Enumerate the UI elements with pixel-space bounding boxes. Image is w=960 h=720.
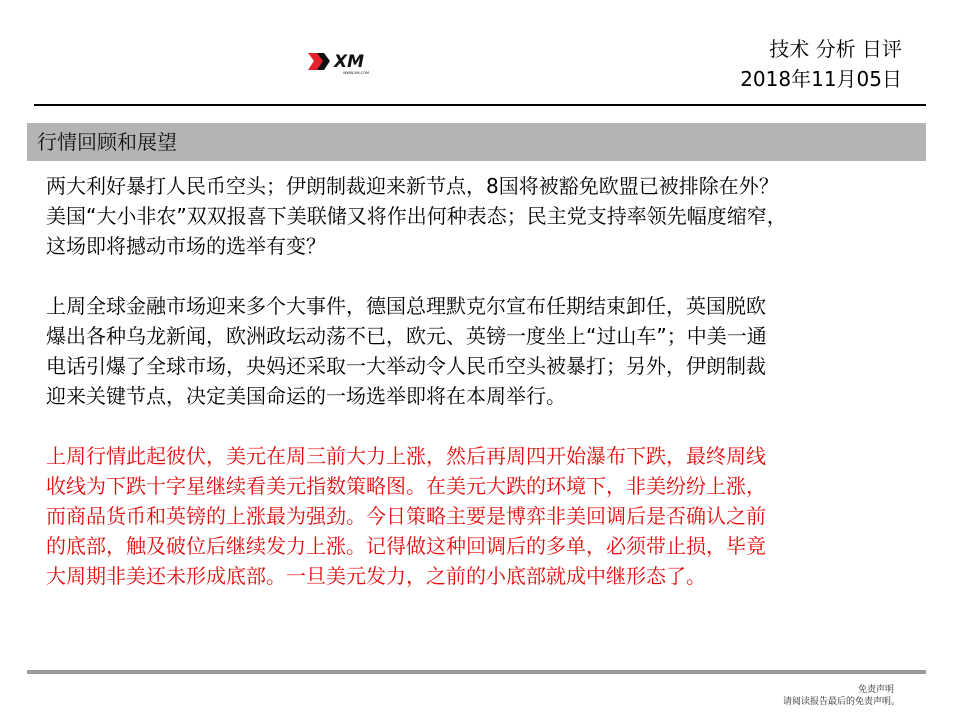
- section-title: 行情回顾和展望: [37, 130, 177, 154]
- report-header: [740, 34, 902, 94]
- paragraph-summary: 两大利好暴打人民币空头；伊朗制裁迎来新节点，8国将被豁免欧盟已被排除在外？ 美国“大小非农”双双报喜下美联储又将作出何种表态；民主党支持率领先幅度缩窄， 这场即将撼动市场的选举有变？: [46, 174, 787, 258]
- disclaimer-note: 请阅读报告最后的免责声明。: [782, 697, 900, 707]
- paragraph-events: 上周全球金融市场迎来多个大事件，德国总理默克尔宣布任期结束卸任，英国脱欧 爆出各种乌龙新闻，欧洲政坛动荡不已，欧元、英镑一度坐上“过山车”；中美一通 电话引爆了全球市场，央妈还采取一大举动令人民币空头被暴打；另外，伊朗制裁 迎来关键节点，决定美国命运的一场选举即将在本周举行。: [46, 294, 767, 408]
- paragraph-strategy: 上周行情此起彼伏，美元在周三前大力上涨，然后再周四开始瀑布下跌，最终周线 收线为下跌十字星继续看美元指数策略图。在美元大跌的环境下，非美纷纷上涨， 而商品货币和英镑的上涨最为强劲。今日策略主要是博弈非美回调后是否确认之前 的底部，触及破位后继续发力上涨。记得做这种回调后的多单，必须带止损，毕竟 大周期非美还未形成底部。一旦美元发力，之前的小底部就成中继形态了。: [46, 444, 766, 588]
- report-body: [46, 171, 916, 591]
- disclaimer-title: 免责声明: [857, 685, 894, 695]
- report-type: 技术 分析 日评: [769, 37, 902, 61]
- section-header-bar: [27, 123, 926, 161]
- report-date: 2018年11月05日: [740, 67, 902, 91]
- logo-subtext: WWW.XM.COM: [343, 71, 369, 75]
- xm-logo: [306, 46, 390, 76]
- xm-logo-mark: [306, 46, 390, 76]
- header-divider: [34, 104, 926, 106]
- logo-wordmark: XM: [334, 52, 365, 72]
- footer-divider: [27, 670, 926, 674]
